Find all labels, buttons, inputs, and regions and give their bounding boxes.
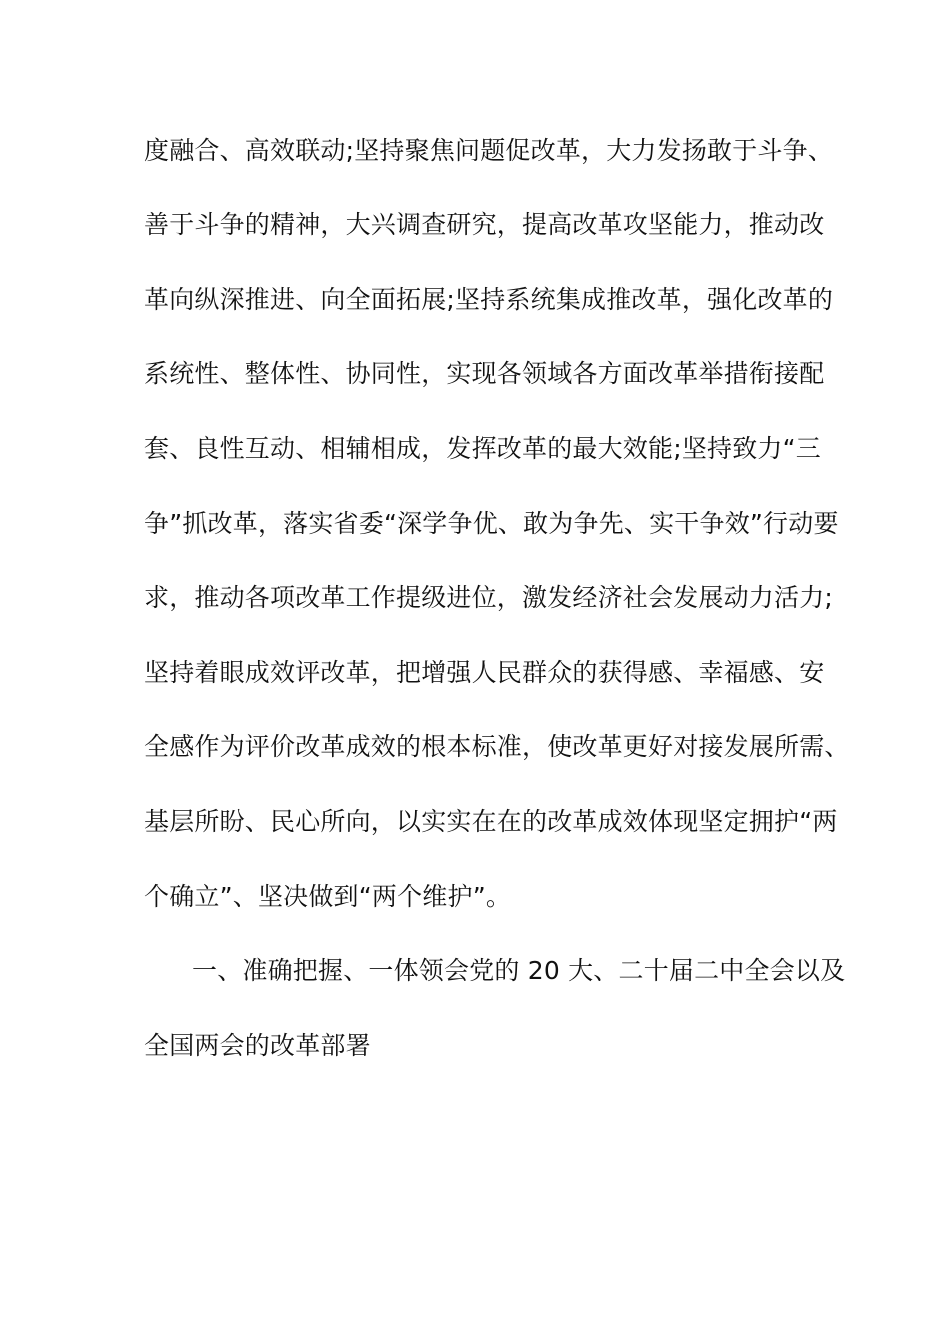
paragraph-line: 度融合、高效联动;坚持聚焦问题促改革，大力发扬敢于斗争、: [144, 136, 834, 165]
paragraph-line: 争”抓改革，落实省委“深学争优、敢为争先、实干争效”行动要: [144, 509, 839, 538]
section-heading-line: 全国两会的改革部署: [144, 1031, 371, 1060]
paragraph-line: 基层所盼、民心所向，以实实在在的改革成效体现坚定拥护“两: [144, 807, 838, 836]
paragraph-line: 坚持着眼成效评改革，把增强人民群众的获得感、幸福感、安: [144, 658, 825, 687]
paragraph-line: 求，推动各项改革工作提级进位，激发经济社会发展动力活力;: [144, 583, 834, 612]
paragraph-line: 个确立”、坚决做到“两个维护”。: [144, 882, 512, 911]
paragraph-line: 套、良性互动、相辅相成，发挥改革的最大效能;坚持致力“三: [144, 434, 821, 463]
paragraph-line: 革向纵深推进、向全面拓展;坚持系统集成推改革，强化改革的: [144, 285, 834, 314]
paragraph-line: 全感作为评价改革成效的根本标准，使改革更好对接发展所需、: [144, 732, 850, 761]
section-heading-line: 一、准确把握、一体领会党的 20 大、二十届二中全会以及: [192, 956, 846, 985]
paragraph-line: 系统性、整体性、协同性，实现各领域各方面改革举措衔接配: [144, 359, 825, 388]
paragraph-line: 善于斗争的精神，大兴调查研究，提高改革攻坚能力，推动改: [144, 210, 825, 239]
